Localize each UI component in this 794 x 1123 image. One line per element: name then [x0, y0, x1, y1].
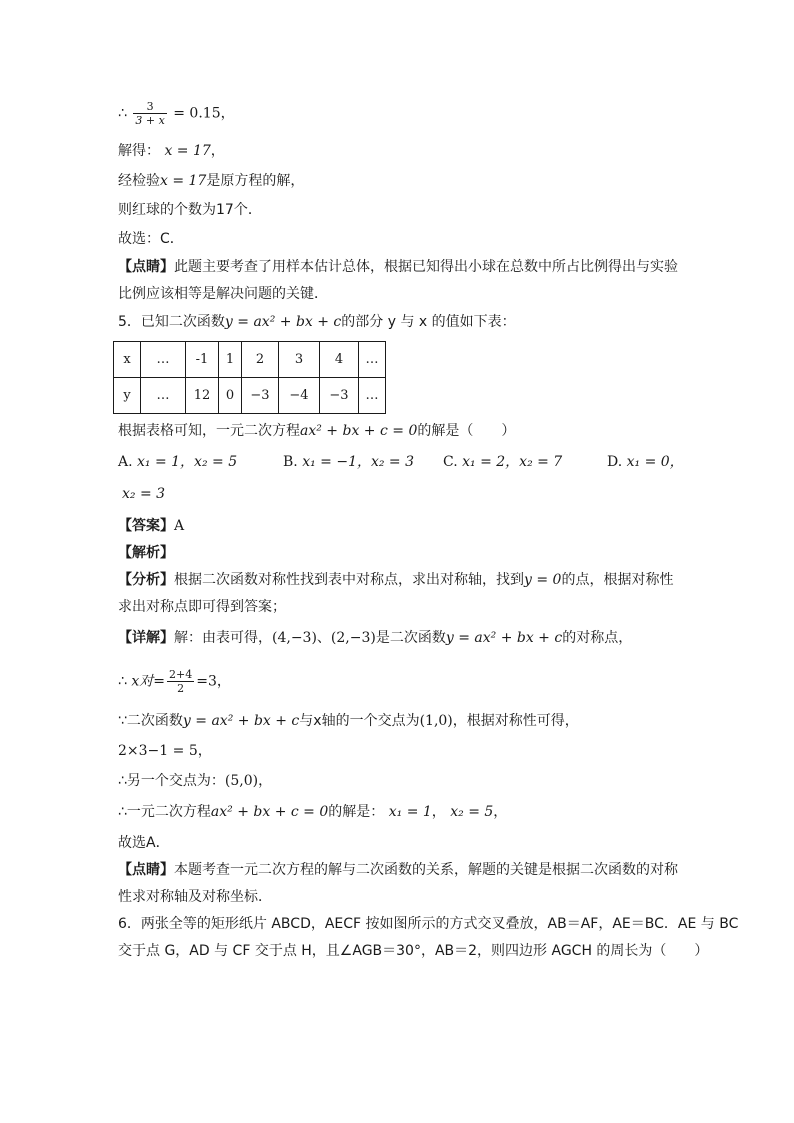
- table-cell: 12: [186, 378, 219, 414]
- fraction: [133, 100, 166, 127]
- fraction-denominator: 3 + x: [135, 114, 165, 127]
- table-cell: …: [141, 342, 186, 378]
- punct: ，: [210, 143, 225, 159]
- answer-line: [118, 515, 184, 537]
- fraction-numerator: 2+4: [169, 668, 193, 681]
- other-point: (5,0): [224, 773, 259, 789]
- quadratic-function: y = ax² + bx + c: [224, 314, 342, 330]
- prompt-text: 根据表格可知，一元二次方程: [118, 423, 300, 439]
- check-line: [118, 170, 304, 192]
- option-value: x₁ = −1，x₂ = 3: [302, 454, 415, 470]
- xiangjie-text-3: 的对称点，: [562, 630, 633, 646]
- fenxi-text: 根据二次函数对称性找到表中对称点，求出对称轴，找到: [174, 572, 524, 588]
- question-6-line-2: 交于点 G，AD 与 CF 交于点 H，且∠AGB＝30°，AB＝2，则四边形 AGCH 的周长为（ ）: [118, 943, 709, 959]
- option-a: [118, 451, 237, 473]
- dianjing-text: 本题考查一元二次方程的解与二次函数的关系，解题的关键是根据二次函数的对称: [174, 862, 678, 878]
- table-row: [114, 342, 386, 378]
- punct: ，: [431, 804, 446, 820]
- xiangjie-text: 解：由表可得，: [174, 630, 272, 646]
- axis-of-symmetry-line: ∴ x对= $\frac{2+4}{2}$ =3，: [118, 668, 231, 695]
- fraction-denominator: 2: [177, 682, 185, 695]
- option-b: [283, 451, 414, 473]
- because-text-3: ，根据对称性可得，: [452, 713, 579, 729]
- table-cell: x: [114, 342, 141, 378]
- root-1: x₁ = 1: [388, 804, 432, 820]
- other-point-text: ∴另一个交点为：: [118, 773, 225, 789]
- table-cell: −4: [279, 378, 320, 414]
- tip-tag: 【点睛】: [118, 259, 174, 275]
- question-5-prompt: [118, 420, 515, 442]
- table-cell: 2: [242, 342, 279, 378]
- quadratic-function: y = ax² + bx + c: [182, 713, 300, 729]
- fraction-result: = 0.15，: [173, 105, 235, 122]
- fenxi-tag: 【分析】: [118, 572, 174, 588]
- because-text-2: 与x轴的一个交点为: [299, 713, 420, 729]
- fraction-numerator: 3: [133, 100, 166, 114]
- therefore-symbol: ∴: [118, 673, 127, 690]
- option-d-value-cont: x₂ = 3: [122, 486, 166, 502]
- check-label: 经检验: [118, 173, 160, 189]
- root-2: x₂ = 5: [450, 804, 494, 820]
- xiangjie-text-2: 是二次函数: [375, 630, 446, 646]
- other-point-line: [118, 770, 272, 792]
- prompt-text-end: 的解是（ ）: [417, 423, 516, 439]
- solve-label: 解得：: [118, 143, 160, 159]
- dianjing-tag: 【点睛】: [118, 862, 174, 878]
- option-value: x₁ = 1，x₂ = 5: [137, 454, 238, 470]
- tip-text-cont: 比例应该相等是解决问题的关键．: [118, 286, 328, 302]
- dianjing-text-cont: 性求对称轴及对称坐标．: [118, 889, 272, 905]
- check-text: 是原方程的解，: [206, 173, 305, 189]
- solution-text-2: 的解是：: [328, 804, 385, 820]
- table-cell: −3: [320, 378, 359, 414]
- answer-value: A: [174, 518, 185, 534]
- table-cell: 0: [219, 378, 242, 414]
- axis-result: =3，: [196, 673, 231, 690]
- quadratic-equation: ax² + bx + c = 0: [210, 804, 329, 820]
- therefore-symbol: ∴: [118, 105, 127, 122]
- option-value: x₁ = 0，: [626, 454, 684, 470]
- question-5-text: 的部分 y 与 x 的值如下表：: [341, 314, 516, 330]
- solve-equation: x = 17: [164, 143, 211, 159]
- table-cell: …: [359, 378, 386, 414]
- red-ball-count: 则红球的个数为17个．: [118, 202, 262, 218]
- punct: ，: [258, 773, 273, 789]
- table-cell: y: [114, 378, 141, 414]
- tip-line: [118, 256, 678, 278]
- check-equation: x = 17: [160, 173, 207, 189]
- question-6-line-1: 6．两张全等的矩形纸片 ABCD，AECF 按如图所示的方式交叉叠放，AB＝AF，AE＝BC．AE 与 BC: [118, 916, 739, 932]
- table-row: [114, 378, 386, 414]
- point-2: (2,−3): [330, 630, 376, 646]
- option-label: D.: [607, 454, 623, 470]
- question-5-label: 5．已知二次函数: [118, 314, 225, 330]
- solution-fraction-line: [118, 100, 235, 127]
- punct: ，: [493, 804, 508, 820]
- fenxi-equation: y = 0: [524, 572, 562, 588]
- solution-line: [118, 801, 507, 823]
- answer-tag: 【答案】: [118, 518, 174, 534]
- table-cell: 1: [219, 342, 242, 378]
- fraction: [167, 668, 194, 695]
- option-label: B.: [283, 454, 298, 470]
- dianjing-line: [118, 859, 678, 881]
- fenxi-line: [118, 569, 673, 591]
- option-label: C.: [443, 454, 458, 470]
- because-line: [118, 710, 579, 732]
- quadratic-equation: ax² + bx + c = 0: [300, 423, 418, 439]
- analysis-heading: 【解析】: [118, 545, 174, 561]
- table-cell: -1: [186, 342, 219, 378]
- intersection-point: (1,0): [419, 713, 453, 729]
- xiangjie-tag: 【详解】: [118, 630, 174, 646]
- table-cell: 3: [279, 342, 320, 378]
- option-d: [607, 451, 684, 473]
- fenxi-text-end: 的点，根据对称性: [561, 572, 674, 588]
- solution-text: ∴一元二次方程: [118, 804, 211, 820]
- calc-line: 2×3−1 = 5，: [118, 743, 212, 759]
- option-value: x₁ = 2，x₂ = 7: [462, 454, 563, 470]
- table-cell: …: [141, 378, 186, 414]
- fenxi-text-cont: 求出对称点即可得到答案；: [118, 599, 286, 615]
- axis-variable: x对: [131, 673, 154, 690]
- separator: 、: [316, 630, 331, 646]
- quadratic-function: y = ax² + bx + c: [445, 630, 563, 646]
- table-cell: 4: [320, 342, 359, 378]
- xiangjie-line: [118, 627, 632, 649]
- because-text: ∵二次函数: [118, 713, 183, 729]
- choice-line: 故选：C．: [118, 231, 184, 247]
- point-1: (4,−3): [272, 630, 317, 646]
- choose-line: 故选A．: [118, 835, 170, 851]
- value-table: [113, 341, 386, 414]
- table-cell: …: [359, 342, 386, 378]
- question-5-stem: [118, 311, 516, 333]
- option-c: [443, 451, 562, 473]
- solve-line: [118, 140, 225, 162]
- option-label: A.: [118, 454, 133, 470]
- table-cell: −3: [242, 378, 279, 414]
- tip-text: 此题主要考查了用样本估计总体，根据已知得出小球在总数中所占比例得出与实验: [174, 259, 678, 275]
